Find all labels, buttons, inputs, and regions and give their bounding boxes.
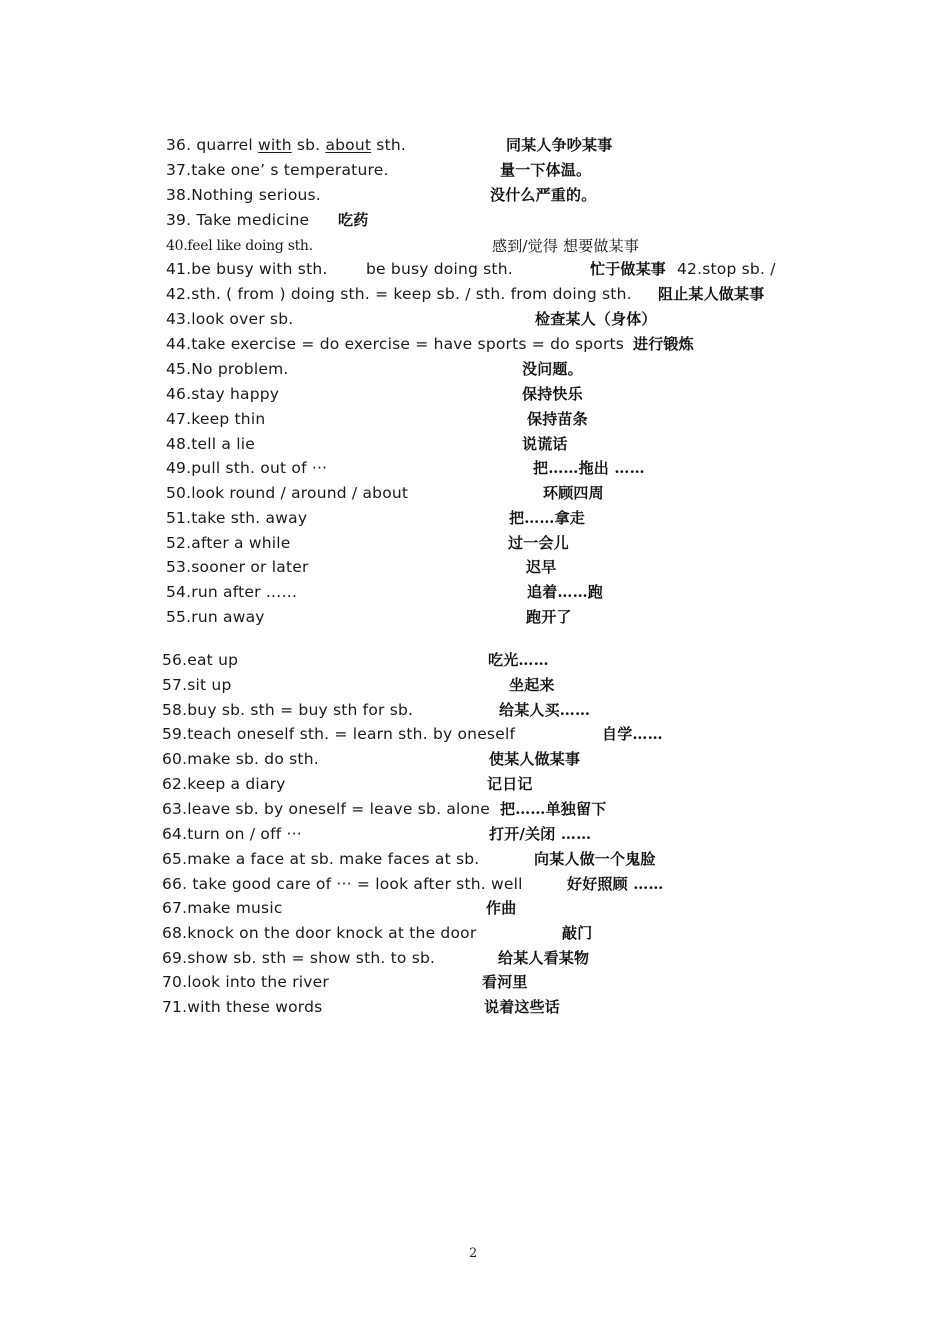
phrase-en: 68.knock on the door knock at the door [162, 924, 477, 942]
phrase-en: 65.make a face at sb. make faces at sb. [162, 850, 480, 868]
page-number: 2 [469, 1246, 478, 1261]
phrase-zh: 过一会儿 [508, 534, 569, 552]
phrase-en: 70.look into the river [162, 973, 329, 991]
phrase-en: 69.show sb. sth = show sth. to sb. [162, 949, 436, 967]
phrase-en: 67.make music [162, 899, 283, 917]
phrase-en: 39. Take medicine [166, 211, 310, 229]
phrase-en: 40.feel like doing sth. [166, 238, 313, 254]
phrase-en: 56.eat up [162, 651, 239, 669]
phrase-en: 54.run after …… [166, 583, 298, 601]
phrase-zh: 坐起来 [509, 676, 555, 694]
phrase-en: 44.take exercise = do exercise = have sports = do sports [166, 335, 625, 353]
phrase-zh: 使某人做某事 [489, 750, 581, 768]
phrase-zh: 同某人争吵某事 [506, 136, 613, 154]
phrase-zh: 记日记 [487, 775, 533, 793]
phrase-zh: 向某人做一个鬼脸 [534, 850, 656, 868]
phrase-zh: 检查某人（身体） [535, 310, 657, 328]
phrase-en: 57.sit up [162, 676, 232, 694]
phrase-en: 58.buy sb. sth = buy sth for sb. [162, 701, 414, 719]
phrase-zh: 跑开了 [526, 608, 572, 626]
phrase-zh: 吃药 [338, 211, 369, 229]
phrase-en: 59.teach oneself sth. = learn sth. by oneself [162, 725, 516, 743]
phrase-zh: 把……拖出 …… [533, 459, 645, 477]
phrase-en: 50.look round / around / about [166, 484, 409, 502]
phrase-en: 47.keep thin [166, 410, 266, 428]
phrase-en: 64.turn on / off ··· [162, 825, 302, 843]
phrase-en: 63.leave sb. by oneself = leave sb. alone [162, 800, 490, 818]
phrase-zh: 给某人买…… [499, 701, 591, 719]
phrase-zh: 把……拿走 [509, 509, 586, 527]
phrase-zh: 阻止某人做某事 [658, 285, 765, 303]
phrase-en: 45.No problem. [166, 360, 289, 378]
phrase-zh: 没问题。 [522, 360, 583, 378]
phrase-zh: 保持苗条 [527, 410, 588, 428]
phrase-en: 42.sth. ( from ) doing sth. = keep sb. / sth. from doing sth. [166, 285, 632, 303]
phrase-zh: 打开/关闭 …… [489, 825, 592, 843]
phrase-en: 53.sooner or later [166, 558, 309, 576]
phrase-en: 62.keep a diary [162, 775, 286, 793]
phrase-zh: 说着这些话 [484, 998, 561, 1016]
phrase-en: 36. quarrel with sb. about sth. [166, 136, 407, 154]
phrase-en: 48.tell a lie [166, 435, 255, 453]
phrase-zh: 感到/觉得 想要做某事 [492, 237, 640, 255]
phrase-en: 46.stay happy [166, 385, 280, 403]
phrase-zh: 给某人看某物 [498, 949, 590, 967]
phrase-en: 38.Nothing serious. [166, 186, 321, 204]
phrase-zh: 进行锻炼 [633, 335, 694, 353]
phrase-zh: 看河里 [482, 973, 528, 991]
phrase-zh: 吃光…… [488, 651, 549, 669]
phrase-en: 66. take good care of ··· = look after sth. well [162, 875, 523, 893]
phrase-en: 55.run away [166, 608, 265, 626]
phrase-zh: 自学…… [602, 725, 663, 743]
phrase-continuation: 42.stop sb. / [677, 260, 776, 278]
phrase-en: 43.look over sb. [166, 310, 294, 328]
phrase-zh: 环顾四周 [543, 484, 604, 502]
phrase-zh: 没什么严重的。 [490, 186, 597, 204]
phrase-zh: 追着……跑 [527, 583, 604, 601]
phrase-zh: 说谎话 [522, 435, 568, 453]
phrase-zh: 保持快乐 [522, 385, 583, 403]
phrase-zh: 作曲 [486, 899, 517, 917]
phrase-en: 51.take sth. away [166, 509, 308, 527]
phrase-zh: 量一下体温。 [500, 161, 592, 179]
phrase-en: 37.take one’ s temperature. [166, 161, 389, 179]
phrase-zh: 迟早 [526, 558, 557, 576]
phrase-en: 71.with these words [162, 998, 323, 1016]
phrase-en: 52.after a while [166, 534, 291, 552]
phrase-zh: 好好照顾 …… [567, 875, 664, 893]
phrase-en: 41.be busy with sth. [166, 260, 328, 278]
phrase-en-alt: be busy doing sth. [366, 260, 513, 278]
phrase-en: 49.pull sth. out of ··· [166, 459, 328, 477]
phrase-zh: 忙于做某事 [590, 260, 667, 278]
phrase-en: 60.make sb. do sth. [162, 750, 319, 768]
phrase-zh: 敲门 [562, 924, 593, 942]
phrase-zh: 把……单独留下 [500, 800, 607, 818]
